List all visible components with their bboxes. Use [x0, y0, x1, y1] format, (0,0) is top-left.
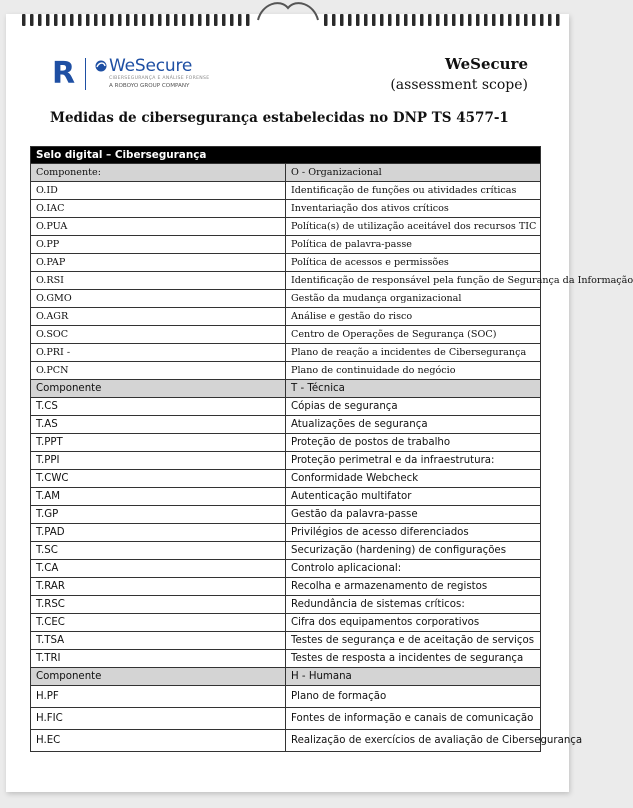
measure-description: Recolha e armazenamento de registos	[286, 578, 541, 596]
logo-tagline: CIBERSEGURANÇA E ANÁLISE FORENSE	[109, 76, 210, 81]
spiral-coil	[532, 14, 536, 26]
spiral-coil	[420, 14, 424, 26]
measure-code: T.CWC	[31, 470, 286, 488]
spiral-coil	[134, 14, 138, 26]
spiral-coil	[70, 14, 74, 26]
spiral-coil	[182, 14, 186, 26]
wesecure-swirl-icon	[95, 60, 107, 72]
measure-code: O.AGR	[31, 308, 286, 326]
table-row	[31, 254, 541, 272]
spiral-coil	[126, 14, 130, 26]
spiral-coil	[166, 14, 170, 26]
spiral-coil	[38, 14, 42, 26]
measure-description: Cifra dos equipamentos corporativos	[286, 614, 541, 632]
measure-code: T.PPT	[31, 434, 286, 452]
table-row	[31, 290, 541, 308]
logo-divider	[85, 58, 86, 90]
spiral-coil	[524, 14, 528, 26]
table-caption-row	[31, 147, 541, 164]
spiral-coil	[46, 14, 50, 26]
spiral-coil	[372, 14, 376, 26]
measure-code: H.EC	[31, 730, 286, 752]
measure-description: Política(s) de utilização aceitável dos recursos TIC	[286, 218, 541, 236]
measure-description: Testes de segurança e de aceitação de serviços	[286, 632, 541, 650]
table-row	[31, 434, 541, 452]
table-row	[31, 272, 541, 290]
spiral-coil	[460, 14, 464, 26]
spiral-coil	[492, 14, 496, 26]
measure-description: Cópias de segurança	[286, 398, 541, 416]
table-row	[31, 686, 541, 708]
measure-code: T.PAD	[31, 524, 286, 542]
measure-code: T.TRI	[31, 650, 286, 668]
measure-code: T.CEC	[31, 614, 286, 632]
spiral-coil	[54, 14, 58, 26]
spiral-coil	[356, 14, 360, 26]
roboyo-r-logo: R	[52, 56, 76, 91]
spiral-coil	[324, 14, 328, 26]
measure-description: Centro de Operações de Segurança (SOC)	[286, 326, 541, 344]
measure-description: Política de acessos e permissões	[286, 254, 541, 272]
measure-description: Realização de exercícios de avaliação de Cibersegurança	[286, 730, 541, 752]
measure-description: Proteção de postos de trabalho	[286, 434, 541, 452]
logo-group-line: A ROBOYO GROUP COMPANY	[109, 83, 190, 89]
measure-description: Privilégios de acesso diferenciados	[286, 524, 541, 542]
spiral-coil	[150, 14, 154, 26]
measure-code: T.CA	[31, 560, 286, 578]
measure-description: Identificação de responsável pela função de Segurança da Informação	[286, 272, 541, 290]
spiral-coil	[348, 14, 352, 26]
spiral-coil	[30, 14, 34, 26]
spiral-coil	[78, 14, 82, 26]
measure-code: O.ID	[31, 182, 286, 200]
section-name: T - Técnica	[286, 380, 541, 398]
section-label: Componente:	[31, 164, 286, 182]
measure-description: Identificação de funções ou atividades críticas	[286, 182, 541, 200]
measure-description: Inventariação dos ativos críticos	[286, 200, 541, 218]
table-row	[31, 452, 541, 470]
table-row	[31, 632, 541, 650]
spiral-coil	[214, 14, 218, 26]
table-row	[31, 650, 541, 668]
section-header-row	[31, 164, 541, 182]
measure-code: T.RAR	[31, 578, 286, 596]
spiral-coil	[206, 14, 210, 26]
spiral-coil	[158, 14, 162, 26]
spiral-coil	[222, 14, 226, 26]
brand-scope: (assessment scope)	[390, 77, 528, 93]
measure-code: H.PF	[31, 686, 286, 708]
spiral-coil	[452, 14, 456, 26]
measure-description: Plano de continuidade do negócio	[286, 362, 541, 380]
spiral-coil	[62, 14, 66, 26]
measure-code: T.SC	[31, 542, 286, 560]
measure-description: Fontes de informação e canais de comunicação	[286, 708, 541, 730]
measure-description: Controlo aplicacional:	[286, 560, 541, 578]
measure-code: T.GP	[31, 506, 286, 524]
table-caption: Selo digital – Cibersegurança	[31, 147, 541, 164]
table-row	[31, 524, 541, 542]
table-row	[31, 182, 541, 200]
measure-description: Redundância de sistemas críticos:	[286, 596, 541, 614]
spiral-coil	[396, 14, 400, 26]
section-label: Componente	[31, 380, 286, 398]
section-header-row	[31, 668, 541, 686]
spiral-coil	[468, 14, 472, 26]
spiral-coil	[508, 14, 512, 26]
table-row	[31, 560, 541, 578]
table-row	[31, 308, 541, 326]
header-brand-block	[390, 54, 528, 96]
section-header-row	[31, 380, 541, 398]
section-name: O - Organizacional	[286, 164, 541, 182]
measure-code: O.PRI -	[31, 344, 286, 362]
spiral-coil	[246, 14, 250, 26]
spiral-coil	[174, 14, 178, 26]
measure-code: T.AM	[31, 488, 286, 506]
table-row	[31, 470, 541, 488]
table-row	[31, 614, 541, 632]
measure-description: Gestão da palavra-passe	[286, 506, 541, 524]
spiral-coil	[340, 14, 344, 26]
measure-description: Testes de resposta a incidentes de segurança	[286, 650, 541, 668]
table-row	[31, 218, 541, 236]
table-row	[31, 398, 541, 416]
table-row	[31, 596, 541, 614]
measures-table	[30, 146, 633, 752]
spiral-coil	[548, 14, 552, 26]
table-row	[31, 488, 541, 506]
section-name: H - Humana	[286, 668, 541, 686]
spiral-coil	[516, 14, 520, 26]
measures-table-body	[31, 147, 633, 752]
table-row	[31, 362, 541, 380]
spiral-coil	[436, 14, 440, 26]
spiral-coil	[230, 14, 234, 26]
measure-description: Conformidade Webcheck	[286, 470, 541, 488]
brand-name: WeSecure	[444, 55, 528, 73]
table-row	[31, 416, 541, 434]
spiral-coil	[364, 14, 368, 26]
spiral-coil	[404, 14, 408, 26]
measure-code: O.GMO	[31, 290, 286, 308]
spiral-coil	[484, 14, 488, 26]
spiral-coil	[388, 14, 392, 26]
measure-code: O.PAP	[31, 254, 286, 272]
measure-description: Securização (hardening) de configurações	[286, 542, 541, 560]
measure-description: Proteção perimetral e da infraestrutura:	[286, 452, 541, 470]
measure-code: O.RSI	[31, 272, 286, 290]
measure-description: Política de palavra-passe	[286, 236, 541, 254]
measure-description: Análise e gestão do risco	[286, 308, 541, 326]
spiral-coil	[198, 14, 202, 26]
measure-code: T.RSC	[31, 596, 286, 614]
measure-code: O.PCN	[31, 362, 286, 380]
spiral-coil	[332, 14, 336, 26]
spiral-coil	[540, 14, 544, 26]
measure-description: Gestão da mudança organizacional	[286, 290, 541, 308]
spiral-coil	[110, 14, 114, 26]
measure-code: O.SOC	[31, 326, 286, 344]
measure-description: Atualizações de segurança	[286, 416, 541, 434]
measure-code: T.CS	[31, 398, 286, 416]
spiral-coil	[428, 14, 432, 26]
measure-code: H.FIC	[31, 708, 286, 730]
spiral-coil	[380, 14, 384, 26]
spiral-coil	[238, 14, 242, 26]
table-row	[31, 542, 541, 560]
spiral-coil	[118, 14, 122, 26]
table-row	[31, 730, 541, 752]
spiral-coil	[190, 14, 194, 26]
spiral-coil	[22, 14, 26, 26]
spiral-coil	[444, 14, 448, 26]
table-row	[31, 236, 541, 254]
spiral-coil	[94, 14, 98, 26]
measure-code: T.AS	[31, 416, 286, 434]
spiral-coil	[412, 14, 416, 26]
measure-code: O.IAC	[31, 200, 286, 218]
table-row	[31, 200, 541, 218]
measure-description: Autenticação multifator	[286, 488, 541, 506]
table-row	[31, 578, 541, 596]
logo-wordmark: WeSecure	[109, 56, 193, 76]
table-row	[31, 344, 541, 362]
spiral-coil	[86, 14, 90, 26]
document-title: Medidas de cibersegurança estabelecidas no DNP TS 4577-1	[50, 110, 509, 126]
measure-code: T.TSA	[31, 632, 286, 650]
measure-code: O.PUA	[31, 218, 286, 236]
calendar-spiral-binding	[0, 0, 580, 30]
measure-code: O.PP	[31, 236, 286, 254]
spiral-coil	[556, 14, 560, 26]
measure-code: T.PPI	[31, 452, 286, 470]
spiral-coil	[476, 14, 480, 26]
measure-description: Plano de reação a incidentes de Cibersegurança	[286, 344, 541, 362]
spiral-coil	[142, 14, 146, 26]
measure-description: Plano de formação	[286, 686, 541, 708]
spiral-coil	[102, 14, 106, 26]
table-row	[31, 326, 541, 344]
table-row	[31, 708, 541, 730]
section-label: Componente	[31, 668, 286, 686]
table-row	[31, 506, 541, 524]
spiral-coil	[500, 14, 504, 26]
